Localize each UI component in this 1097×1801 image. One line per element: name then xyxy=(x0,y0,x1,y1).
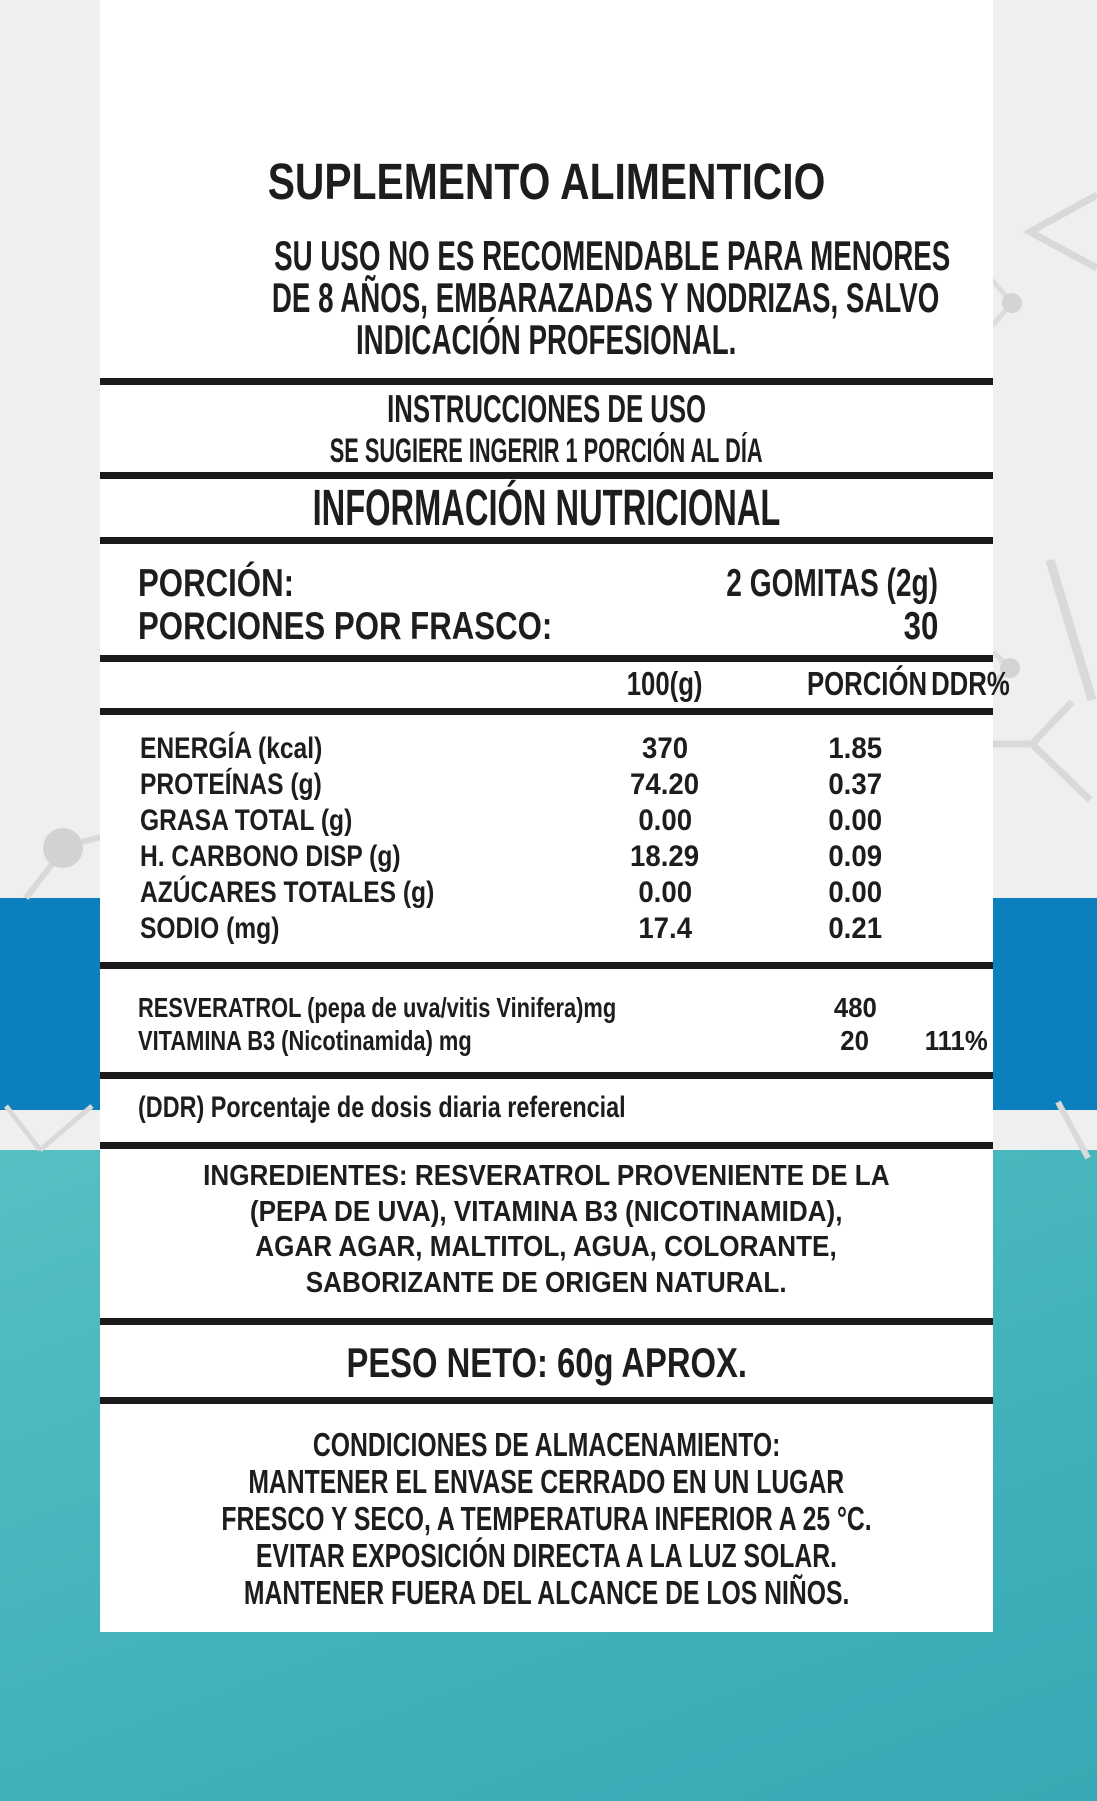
ddr-footnote: (DDR) Porcentaje de dosis diaria referencial xyxy=(138,1091,626,1124)
storage-line: EVITAR EXPOSICIÓN DIRECTA A LA LUZ SOLAR. xyxy=(255,1537,838,1574)
ingredients-line: AGAR AGAR, MALTITOL, AGUA, COLORANTE, xyxy=(255,1231,838,1263)
warning-line: INDICACIÓN PROFESIONAL. xyxy=(356,316,737,363)
nutrition-heading: INFORMACIÓN NUTRICIONAL xyxy=(312,479,781,536)
net-weight: PESO NETO: 60g APROX. xyxy=(346,1339,747,1386)
storage-line: MANTENER EL ENVASE CERRADO EN UN LUGAR xyxy=(248,1463,845,1500)
nutrient-name: SODIO (mg) xyxy=(140,912,280,945)
table-row xyxy=(100,839,993,875)
active-ddr: 111% xyxy=(924,1025,989,1056)
column-header-porcion: PORCIÓN xyxy=(806,665,928,702)
nutrient-name: PROTEÍNAS (g) xyxy=(140,768,322,801)
page-title xyxy=(100,153,993,210)
nutrient-per-portion: 0.09 xyxy=(828,840,882,873)
table-column-headers xyxy=(100,665,1010,702)
warning-line: DE 8 AÑOS, EMBARAZADAS Y NODRIZAS, SALVO xyxy=(271,274,940,321)
ingredients-line: (PEPA DE UVA), VITAMINA B3 (NICOTINAMIDA), xyxy=(250,1195,843,1228)
divider xyxy=(100,378,993,385)
serving-info xyxy=(100,562,993,648)
nutrient-per-portion: 0.37 xyxy=(828,768,882,801)
divider xyxy=(100,1318,993,1325)
nutrient-per-100g: 74.20 xyxy=(630,768,700,801)
serving-label: PORCIÓN: xyxy=(138,562,294,605)
storage-line: CONDICIONES DE ALMACENAMIENTO: xyxy=(312,1426,781,1463)
nutrient-name: GRASA TOTAL (g) xyxy=(140,804,353,837)
divider xyxy=(100,1072,993,1079)
molecule-pattern-left xyxy=(0,630,110,1190)
table-row xyxy=(100,875,993,911)
nutrient-name: ENERGÍA (kcal) xyxy=(140,732,323,765)
nutrient-name: AZÚCARES TOTALES (g) xyxy=(140,876,435,909)
divider xyxy=(100,655,993,662)
column-header-ddr: DDR% xyxy=(931,665,1010,702)
active-name: RESVERATROL (pepa de uva/vitis Vinifera)mg xyxy=(138,992,617,1023)
table-row xyxy=(100,911,993,947)
column-header-spacer xyxy=(100,666,595,702)
table-row xyxy=(100,991,993,1024)
nutrient-per-portion: 0.00 xyxy=(828,804,882,837)
serving-row xyxy=(138,562,938,605)
ingredients-text xyxy=(100,1159,993,1301)
table-row xyxy=(100,731,993,767)
divider xyxy=(100,537,993,544)
label-card xyxy=(100,0,1010,1632)
active-ingredients-table xyxy=(100,991,993,1057)
storage-line: FRESCO Y SECO, A TEMPERATURA INFERIOR A 25 °C. xyxy=(221,1500,872,1537)
instructions-heading: INSTRUCCIONES DE USO xyxy=(387,388,706,431)
active-per-portion: 20 xyxy=(840,1025,870,1056)
divider xyxy=(100,962,993,969)
storage-line: MANTENER FUERA DEL ALCANCE DE LOS NIÑOS. xyxy=(243,1574,850,1611)
nutrient-per-100g: 18.29 xyxy=(630,840,700,873)
divider xyxy=(100,1397,993,1404)
nutrient-per-portion: 0.21 xyxy=(828,912,882,945)
nutrient-per-portion: 0.00 xyxy=(828,876,882,909)
storage-conditions-text xyxy=(100,1426,993,1611)
nutrient-name: H. CARBONO DISP (g) xyxy=(140,840,401,873)
title-text: SUPLEMENTO ALIMENTICIO xyxy=(267,153,826,210)
ingredients-line: SABORIZANTE DE ORIGEN NATURAL. xyxy=(306,1266,787,1299)
servings-per-container-row xyxy=(138,605,938,648)
instructions-text: SE SUGIERE INGERIR 1 PORCIÓN AL DÍA xyxy=(330,432,763,470)
divider xyxy=(100,708,993,715)
nutrient-per-100g: 370 xyxy=(641,732,689,765)
servings-per-container-value: 30 xyxy=(903,605,938,648)
divider xyxy=(100,1142,993,1149)
warning-text xyxy=(100,232,993,363)
ingredients-line: INGREDIENTES: RESVERATROL PROVENIENTE DE LA xyxy=(203,1160,890,1192)
active-name: VITAMINA B3 (Nicotinamida) mg xyxy=(138,1025,472,1056)
nutrient-per-portion: 1.85 xyxy=(828,732,882,765)
nutrient-per-100g: 0.00 xyxy=(638,804,692,837)
divider xyxy=(100,472,993,479)
nutrient-per-100g: 17.4 xyxy=(638,912,692,945)
table-row xyxy=(100,803,993,839)
table-row xyxy=(100,1024,993,1057)
nutrient-per-100g: 0.00 xyxy=(638,876,692,909)
column-header-gap xyxy=(735,666,790,702)
nutrition-table xyxy=(100,731,993,947)
servings-per-container-label: PORCIONES POR FRASCO: xyxy=(138,605,553,648)
table-row xyxy=(100,767,993,803)
column-header-100g: 100(g) xyxy=(627,665,703,702)
warning-line: SU USO NO ES RECOMENDABLE PARA MENORES xyxy=(274,232,951,279)
active-per-portion: 480 xyxy=(833,992,877,1023)
serving-value: 2 GOMITAS (2g) xyxy=(726,562,938,605)
